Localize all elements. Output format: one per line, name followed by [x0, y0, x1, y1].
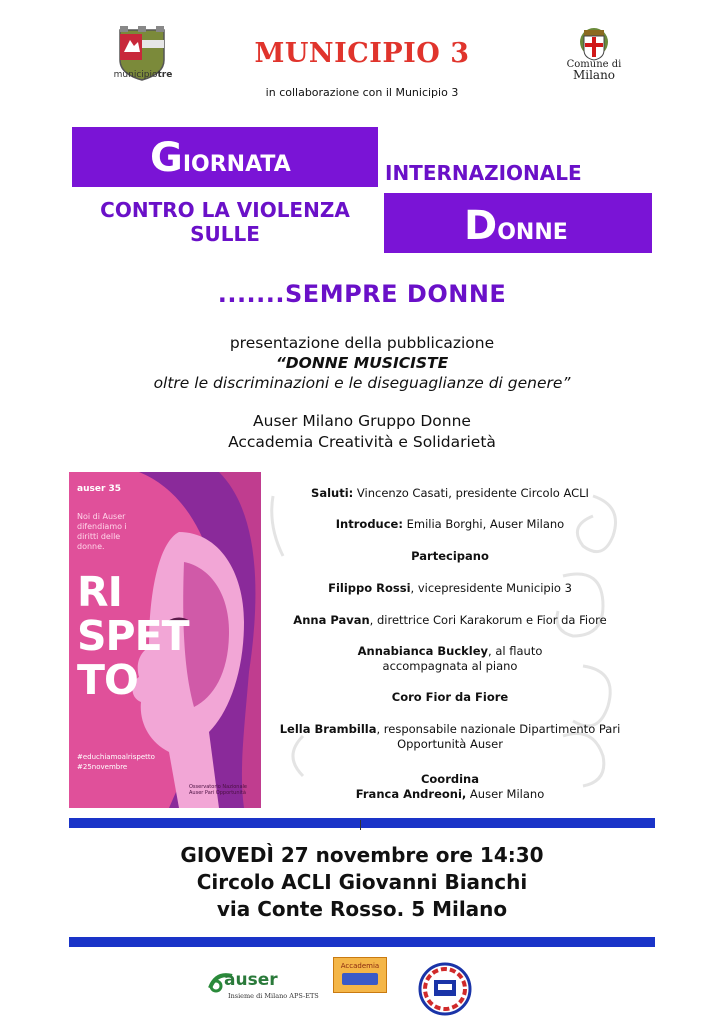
headline-giornata-rest: IORNATA	[182, 152, 291, 177]
event-date: GIOVEDÌ 27 novembre ore 14:30	[180, 843, 544, 867]
accademia-logo: Accademia	[333, 957, 387, 993]
organizers-line-2: Accademia Creatività e Solidarietà	[228, 433, 496, 451]
poster-big-text: RI SPET TO	[77, 568, 189, 704]
program-participant-2: Anna Pavan, direttrice Cori Karakorum e Fior da Fiore	[293, 613, 607, 627]
presentation-line-3: oltre le discriminazioni e le diseguaglianze di genere”	[153, 374, 571, 392]
bar-marker	[360, 820, 361, 830]
headline-internazionale: INTERNAZIONALE	[385, 161, 582, 185]
subtitle-sempre-donne: .......SEMPRE DONNE	[217, 280, 507, 308]
event-address: via Conte Rosso. 5 Milano	[216, 897, 508, 921]
program-coordina: Coordina Franca Andreoni, Auser Milano	[355, 772, 545, 801]
headline-donne-rest: ONNE	[497, 220, 568, 245]
program-saluti: Saluti: Vincenzo Casati, presidente Circolo ACLI	[311, 486, 589, 500]
divider-bar-top	[69, 818, 655, 828]
organizers-text	[0, 411, 724, 453]
event-details	[0, 842, 724, 923]
program-participant-4: Lella Brambilla, responsabile nazionale Dipartimento Pari Opportunità Auser	[279, 722, 621, 751]
program-participant-3: Annabianca Buckley, al flauto accompagnata al piano	[357, 644, 543, 673]
comune-di-milano-text: Comune di Milano	[566, 59, 622, 82]
program-partecipano: Partecipano	[411, 549, 489, 563]
page-title: MUNICIPIO 3	[254, 38, 470, 69]
auser-logo: auser Insieme di Milano APS-ETS	[206, 970, 316, 1010]
divider-bar-bottom	[69, 937, 655, 947]
presentation-text	[0, 333, 724, 393]
poster-small-text: Noi di Auser difendiamo i diritti delle donne.	[77, 512, 127, 551]
program-introduce: Introduce: Emilia Borghi, Auser Milano	[335, 517, 565, 531]
headline-giornata-block	[72, 127, 378, 187]
poster-footer-text: Osservatorio Nazionale Auser Pari Opportunità	[189, 784, 247, 796]
headline-donne-block	[384, 193, 652, 253]
collaboration-text: in collaborazione con il Municipio 3	[265, 86, 459, 99]
rispetto-poster	[69, 472, 261, 808]
event-venue: Circolo ACLI Giovanni Bianchi	[196, 870, 528, 894]
acli-logo	[418, 962, 472, 1016]
poster-logo: auser 35	[77, 484, 122, 494]
headline-donne-initial: D	[464, 203, 498, 249]
presentation-line-1: presentazione della pubblicazione	[229, 334, 495, 352]
program-participant-1: Filippo Rossi, vicepresidente Municipio 3	[328, 581, 572, 595]
headline-giornata-initial: G	[150, 135, 183, 181]
poster-hashtags: #educhiamoalrispetto #25novembre	[77, 753, 155, 771]
municipio-tre-logo-text: municipiotre	[113, 70, 173, 80]
organizers-line-1: Auser Milano Gruppo Donne	[253, 412, 471, 430]
program-coro: Coro Fior da Fiore	[391, 690, 509, 704]
headline-contro-la-violenza: CONTRO LA VIOLENZA SULLE	[100, 198, 350, 246]
presentation-line-2: “DONNE MUSICISTE	[275, 354, 449, 372]
